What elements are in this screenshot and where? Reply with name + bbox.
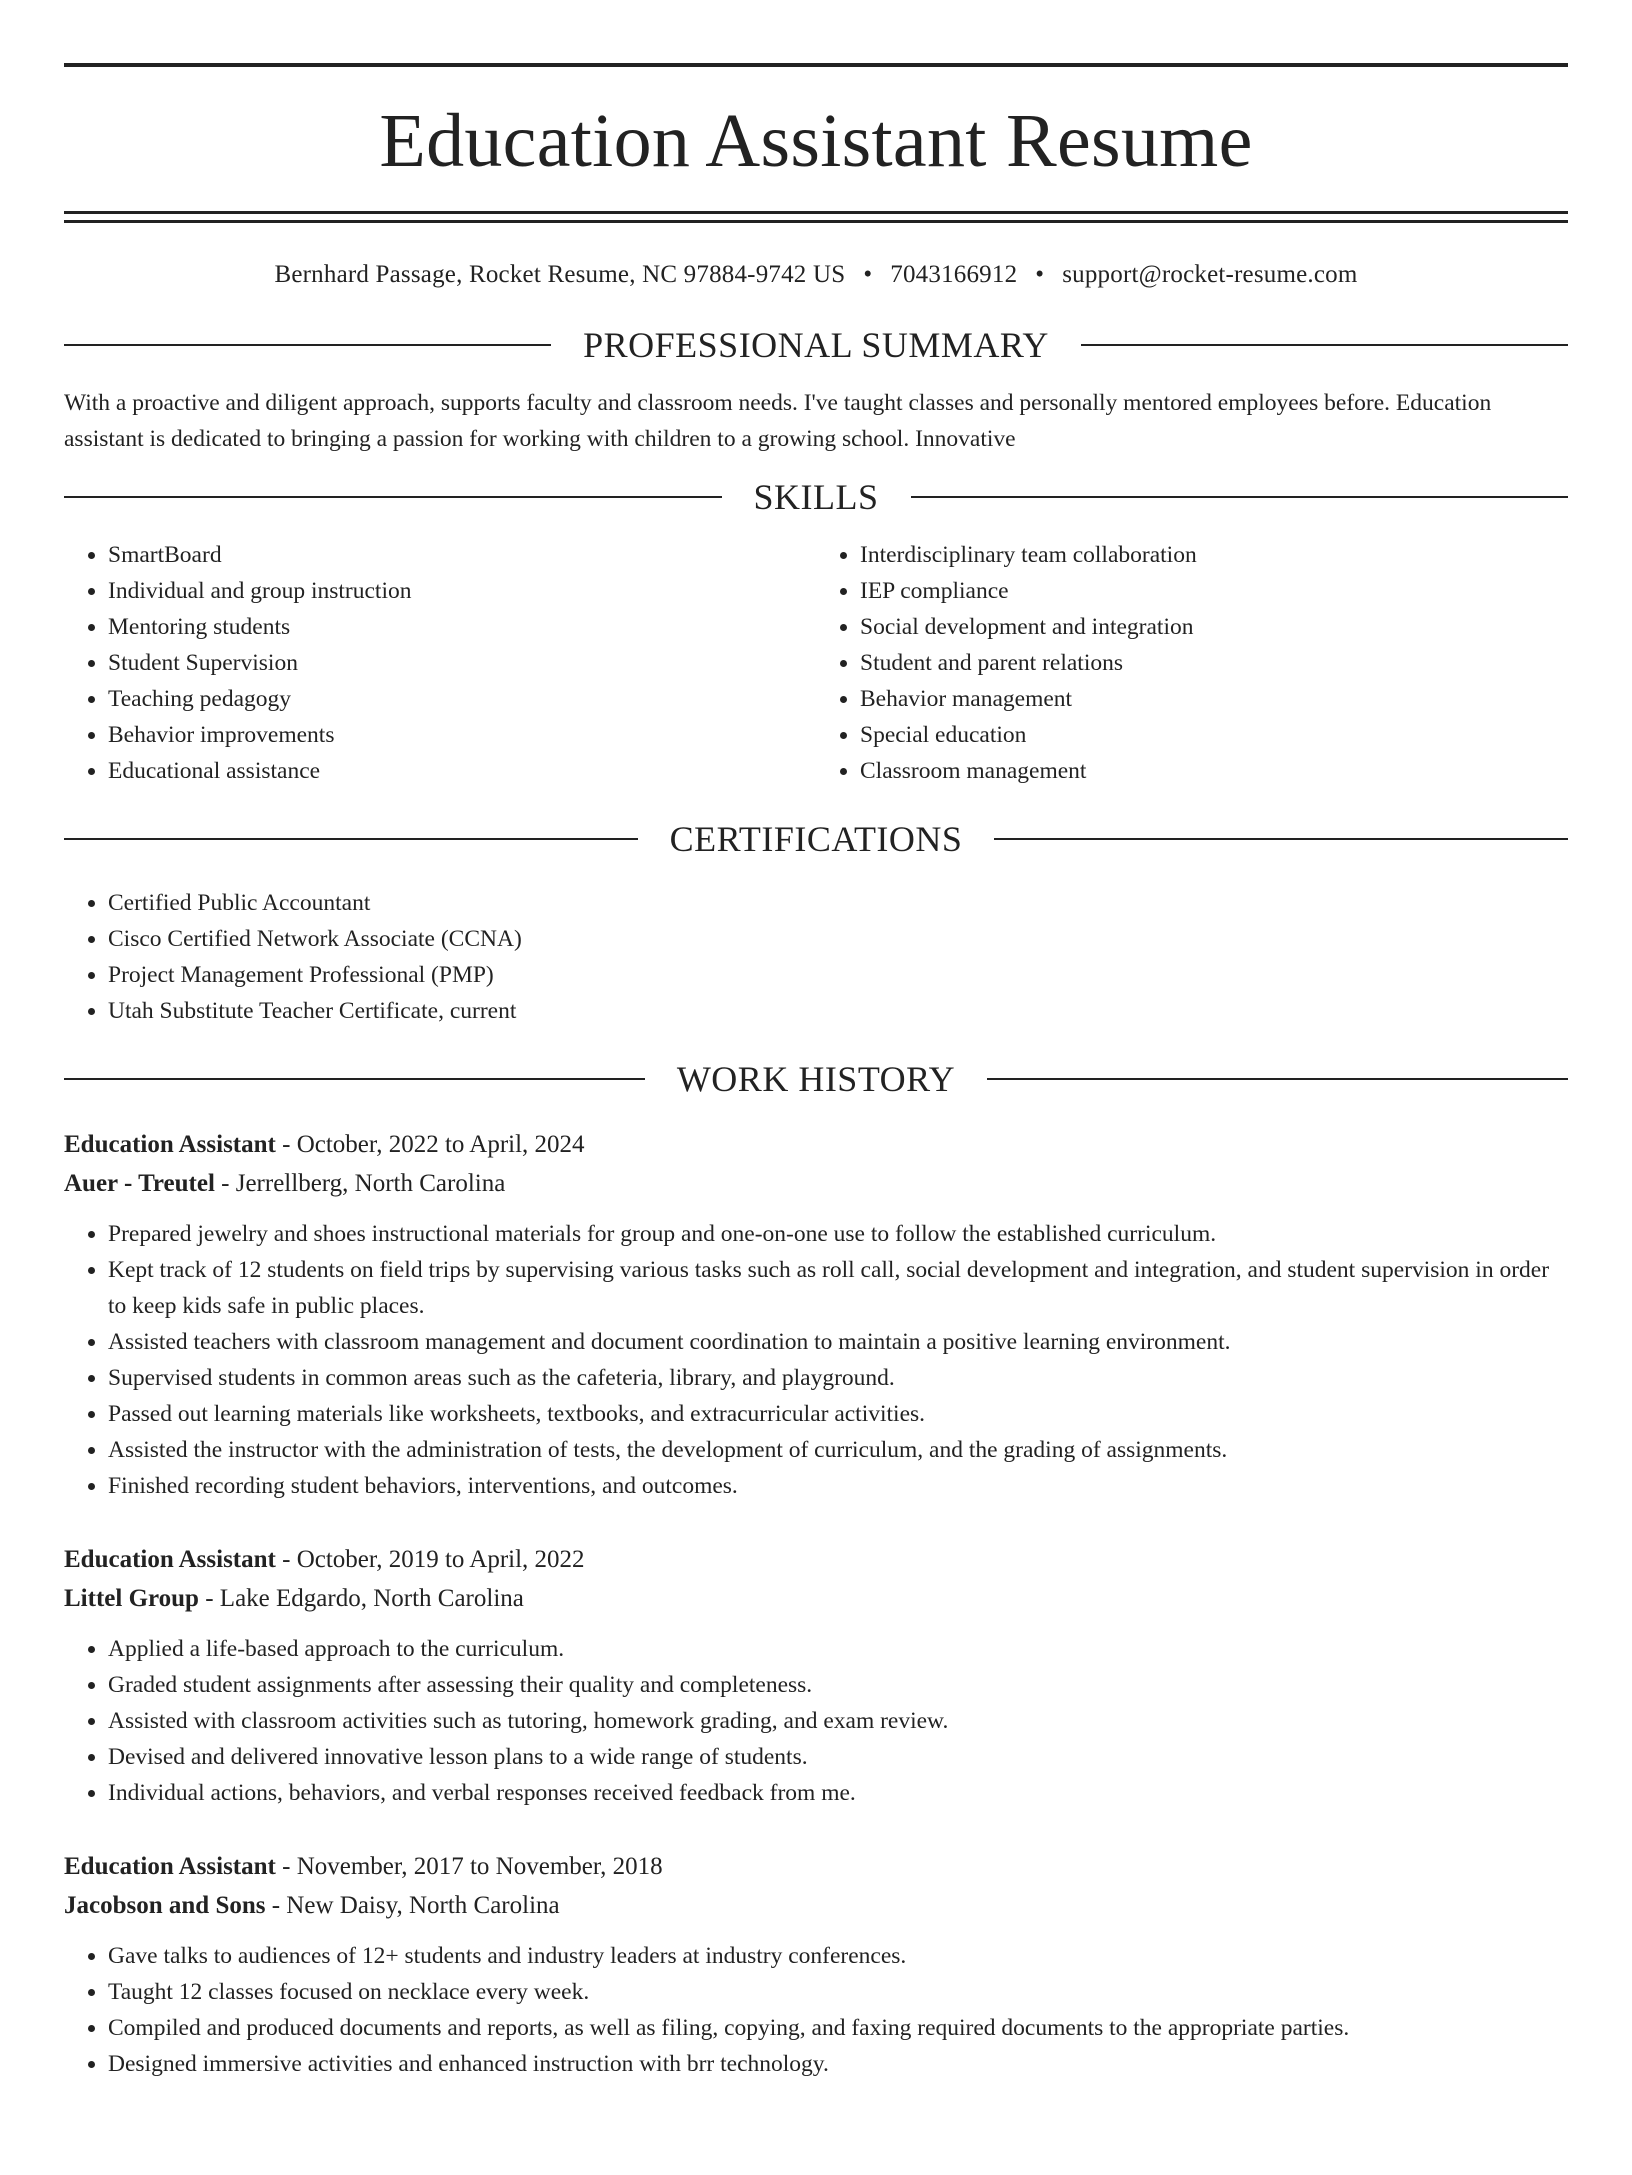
job-bullets <box>64 1216 1568 1504</box>
job-bullet: • Graded student assignments after assessing their quality and completeness. <box>108 1667 1568 1703</box>
job-dates: - October, 2022 to April, 2024 <box>282 1131 585 1158</box>
job-bullet: • Assisted teachers with classroom management and document coordination to maintain a positive learning environment. <box>108 1324 1568 1360</box>
certification-item: • Utah Substitute Teacher Certificate, current <box>108 993 1568 1029</box>
skill-item: • Student and parent relations <box>860 645 1568 681</box>
contact-address: Bernhard Passage, Rocket Resume, NC 97884-9742 US <box>274 261 846 288</box>
job-location: - Jerrellberg, North Carolina <box>221 1170 506 1197</box>
contact-line <box>64 261 1568 289</box>
skill-item: • Behavior improvements <box>108 717 816 753</box>
job-title: Education Assistant <box>64 1131 276 1158</box>
heading-rule <box>911 496 1569 498</box>
skill-item: • Interdisciplinary team collaboration <box>860 537 1568 573</box>
contact-separator: • <box>1035 261 1045 288</box>
work-history-list <box>64 1125 1568 2082</box>
skill-item: • Individual and group instruction <box>108 573 816 609</box>
job-dates: - October, 2019 to April, 2022 <box>282 1546 585 1573</box>
job-bullet: • Taught 12 classes focused on necklace every week. <box>108 1974 1568 2010</box>
heading-rule <box>1081 344 1568 346</box>
job-title-line <box>64 1847 1568 1886</box>
job-bullet: • Compiled and produced documents and reports, as well as filing, copying, and faxing required documents to the appropriate parties. <box>108 2010 1568 2046</box>
job-location: - New Daisy, North Carolina <box>271 1892 560 1919</box>
skill-item: • Behavior management <box>860 681 1568 717</box>
job-bullet: • Supervised students in common areas such as the cafeteria, library, and playground. <box>108 1360 1568 1396</box>
certifications-list <box>64 885 1568 1029</box>
job-company-line <box>64 1886 1568 1925</box>
certification-item: • Project Management Professional (PMP) <box>108 957 1568 993</box>
heading-rule <box>64 496 722 498</box>
section-title: PROFESSIONAL SUMMARY <box>583 325 1049 365</box>
job-bullet: • Finished recording student behaviors, interventions, and outcomes. <box>108 1468 1568 1504</box>
skill-item: • Social development and integration <box>860 609 1568 645</box>
heading-rule <box>64 344 551 346</box>
job-bullet: • Assisted the instructor with the administration of tests, the development of curriculum, and the grading of assignments. <box>108 1432 1568 1468</box>
section-heading-work-history <box>64 1061 1568 1097</box>
heading-rule <box>64 838 638 840</box>
job-bullet: • Designed immersive activities and enhanced instruction with brr technology. <box>108 2046 1568 2082</box>
job-title-line <box>64 1125 1568 1164</box>
title-double-rule <box>64 211 1568 223</box>
skill-item: • Special education <box>860 717 1568 753</box>
job-location: - Lake Edgardo, North Carolina <box>205 1585 524 1612</box>
skill-item: • Educational assistance <box>108 753 816 789</box>
job-bullets <box>64 1938 1568 2082</box>
job-company-line <box>64 1164 1568 1203</box>
section-heading-skills <box>64 479 1568 515</box>
job-title: Education Assistant <box>64 1853 276 1880</box>
job-dates: - November, 2017 to November, 2018 <box>282 1853 663 1880</box>
certification-item: • Cisco Certified Network Associate (CCNA) <box>108 921 1568 957</box>
heading-rule <box>987 1078 1568 1080</box>
job-bullet: • Prepared jewelry and shoes instructional materials for group and one-on-one use to follow the established curriculum. <box>108 1216 1568 1252</box>
skill-item: • Mentoring students <box>108 609 816 645</box>
skill-item: • Classroom management <box>860 753 1568 789</box>
job-bullet: • Devised and delivered innovative lesson plans to a wide range of students. <box>108 1739 1568 1775</box>
skills-columns <box>64 537 1568 789</box>
section-heading-certifications <box>64 821 1568 857</box>
job-entry <box>64 1540 1568 1811</box>
job-title-line <box>64 1540 1568 1579</box>
job-entry <box>64 1125 1568 1504</box>
job-bullets <box>64 1631 1568 1811</box>
section-heading-summary <box>64 327 1568 363</box>
job-company: Littel Group <box>64 1585 199 1612</box>
resume-title: Education Assistant Resume <box>379 99 1253 183</box>
section-title: WORK HISTORY <box>676 1059 956 1099</box>
skill-item: • Student Supervision <box>108 645 816 681</box>
job-bullet: • Passed out learning materials like worksheets, textbooks, and extracurricular activities. <box>108 1396 1568 1432</box>
contact-separator: • <box>863 261 873 288</box>
resume-page <box>0 63 1632 2175</box>
heading-rule <box>64 1078 645 1080</box>
section-title: SKILLS <box>753 477 879 517</box>
job-bullet: • Assisted with classroom activities such as tutoring, homework grading, and exam review. <box>108 1703 1568 1739</box>
job-company: Auer - Treutel <box>64 1170 215 1197</box>
job-bullet: • Individual actions, behaviors, and verbal responses received feedback from me. <box>108 1775 1568 1811</box>
summary-text: With a proactive and diligent approach, supports faculty and classroom needs. I've taught classes and personally mentored employees before. Education assistant is dedicated to bringing a passion for working with children to a growing school. Innovative <box>64 390 1492 452</box>
job-entry <box>64 1847 1568 2082</box>
job-bullet: • Gave talks to audiences of 12+ students and industry leaders at industry conferences. <box>108 1938 1568 1974</box>
heading-rule <box>994 838 1568 840</box>
job-company: Jacobson and Sons <box>64 1892 266 1919</box>
contact-phone: 7043166912 <box>890 261 1018 288</box>
top-rule <box>64 63 1568 67</box>
certification-item: • Certified Public Accountant <box>108 885 1568 921</box>
job-title: Education Assistant <box>64 1546 276 1573</box>
job-company-line <box>64 1579 1568 1618</box>
skills-list-right <box>816 537 1568 789</box>
section-title: CERTIFICATIONS <box>669 819 963 859</box>
skills-list-left <box>64 537 816 789</box>
job-bullet: • Applied a life-based approach to the curriculum. <box>108 1631 1568 1667</box>
skill-item: • SmartBoard <box>108 537 816 573</box>
job-bullet: • Kept track of 12 students on field trips by supervising various tasks such as roll call, social development and integration, and student supervision in order to keep kids safe in public places. <box>108 1252 1568 1324</box>
skill-item: • Teaching pedagogy <box>108 681 816 717</box>
skill-item: • IEP compliance <box>860 573 1568 609</box>
contact-email: support@rocket-resume.com <box>1062 261 1358 288</box>
